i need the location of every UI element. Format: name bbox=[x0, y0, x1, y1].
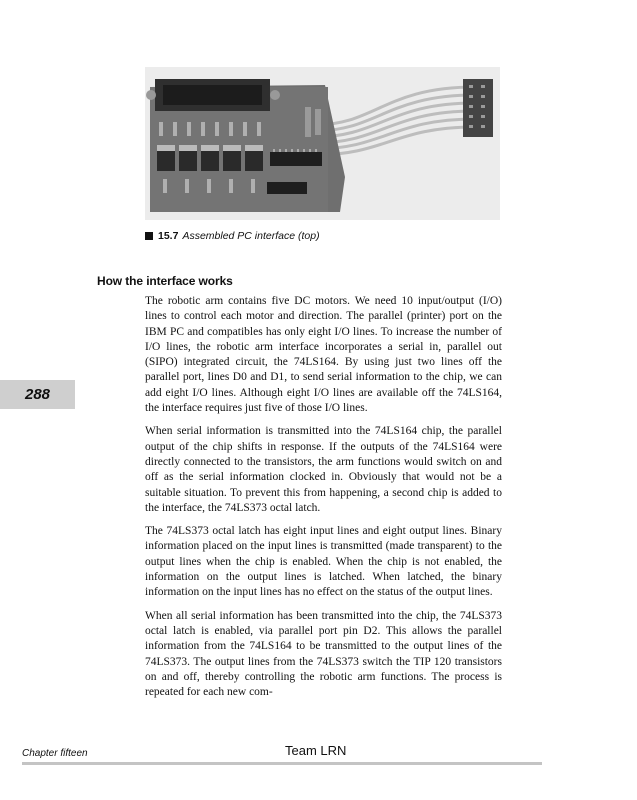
paragraph: The 74LS373 octal latch has eight input lines and eight output lines. Binary information placed on the input lines is transmitted (made transparent) to the output lines when the chip is enabled. When the chip is not enabled, the information on the output lines is latched. When latched, the binary information on the input lines has no effect on the status of the output lines. bbox=[145, 525, 502, 599]
paragraph: The robotic arm contains five DC motors. We need 10 input/output (I/O) lines to control each motor and direction. The parallel (printer) port on the IBM PC and compatibles has only eight I/O lines. To increase the number of I/O lines, the robotic arm interface incorporates a serial in, parallel out (SIPO) integrated circuit, the 74LS164. By using just two lines off the parallel port, lines D0 and D1, to send serial information to the chip, we can add eight I/O lines. Although eight I/O lines are available off the 74LS164, the interface requires just five of those I/O lines. bbox=[145, 295, 502, 415]
section-heading: How the interface works bbox=[97, 274, 233, 288]
figure-number: 15.7 bbox=[158, 230, 179, 242]
figure-caption bbox=[145, 230, 320, 242]
chapter-footer: Chapter fifteen bbox=[22, 748, 88, 759]
page-number-tab: 288 bbox=[0, 380, 75, 409]
footer-rule bbox=[22, 762, 542, 765]
watermark-text: Team LRN bbox=[285, 743, 347, 758]
paragraph: When serial information is transmitted into the 74LS164 chip, the parallel output of the chip shifts in response. If the outputs of the 74LS164 were directly connected to the transistors, the arm functions would switch on and off as the serial information clocked in. Obviously that would not be a suitable situation. To prevent this from happening, a second chip is added to the interface, the 74LS373 octal latch. bbox=[145, 425, 502, 514]
body-text bbox=[145, 294, 502, 708]
caption-square-icon bbox=[145, 232, 153, 240]
circuit-board-photo bbox=[145, 67, 500, 220]
paragraph: When all serial information has been transmitted into the chip, the 74LS373 octal latch is enabled, via parallel port pin D2. This allows the parallel information from the 74LS164 to be transmitted to the output lines of the 74LS373. The output lines from the 74LS373 switch the TIP 120 transistors on and off, thereby controlling the robotic arm functions. The process is repeated for each new com- bbox=[145, 609, 502, 699]
figure-caption-text: Assembled PC interface (top) bbox=[182, 230, 320, 242]
